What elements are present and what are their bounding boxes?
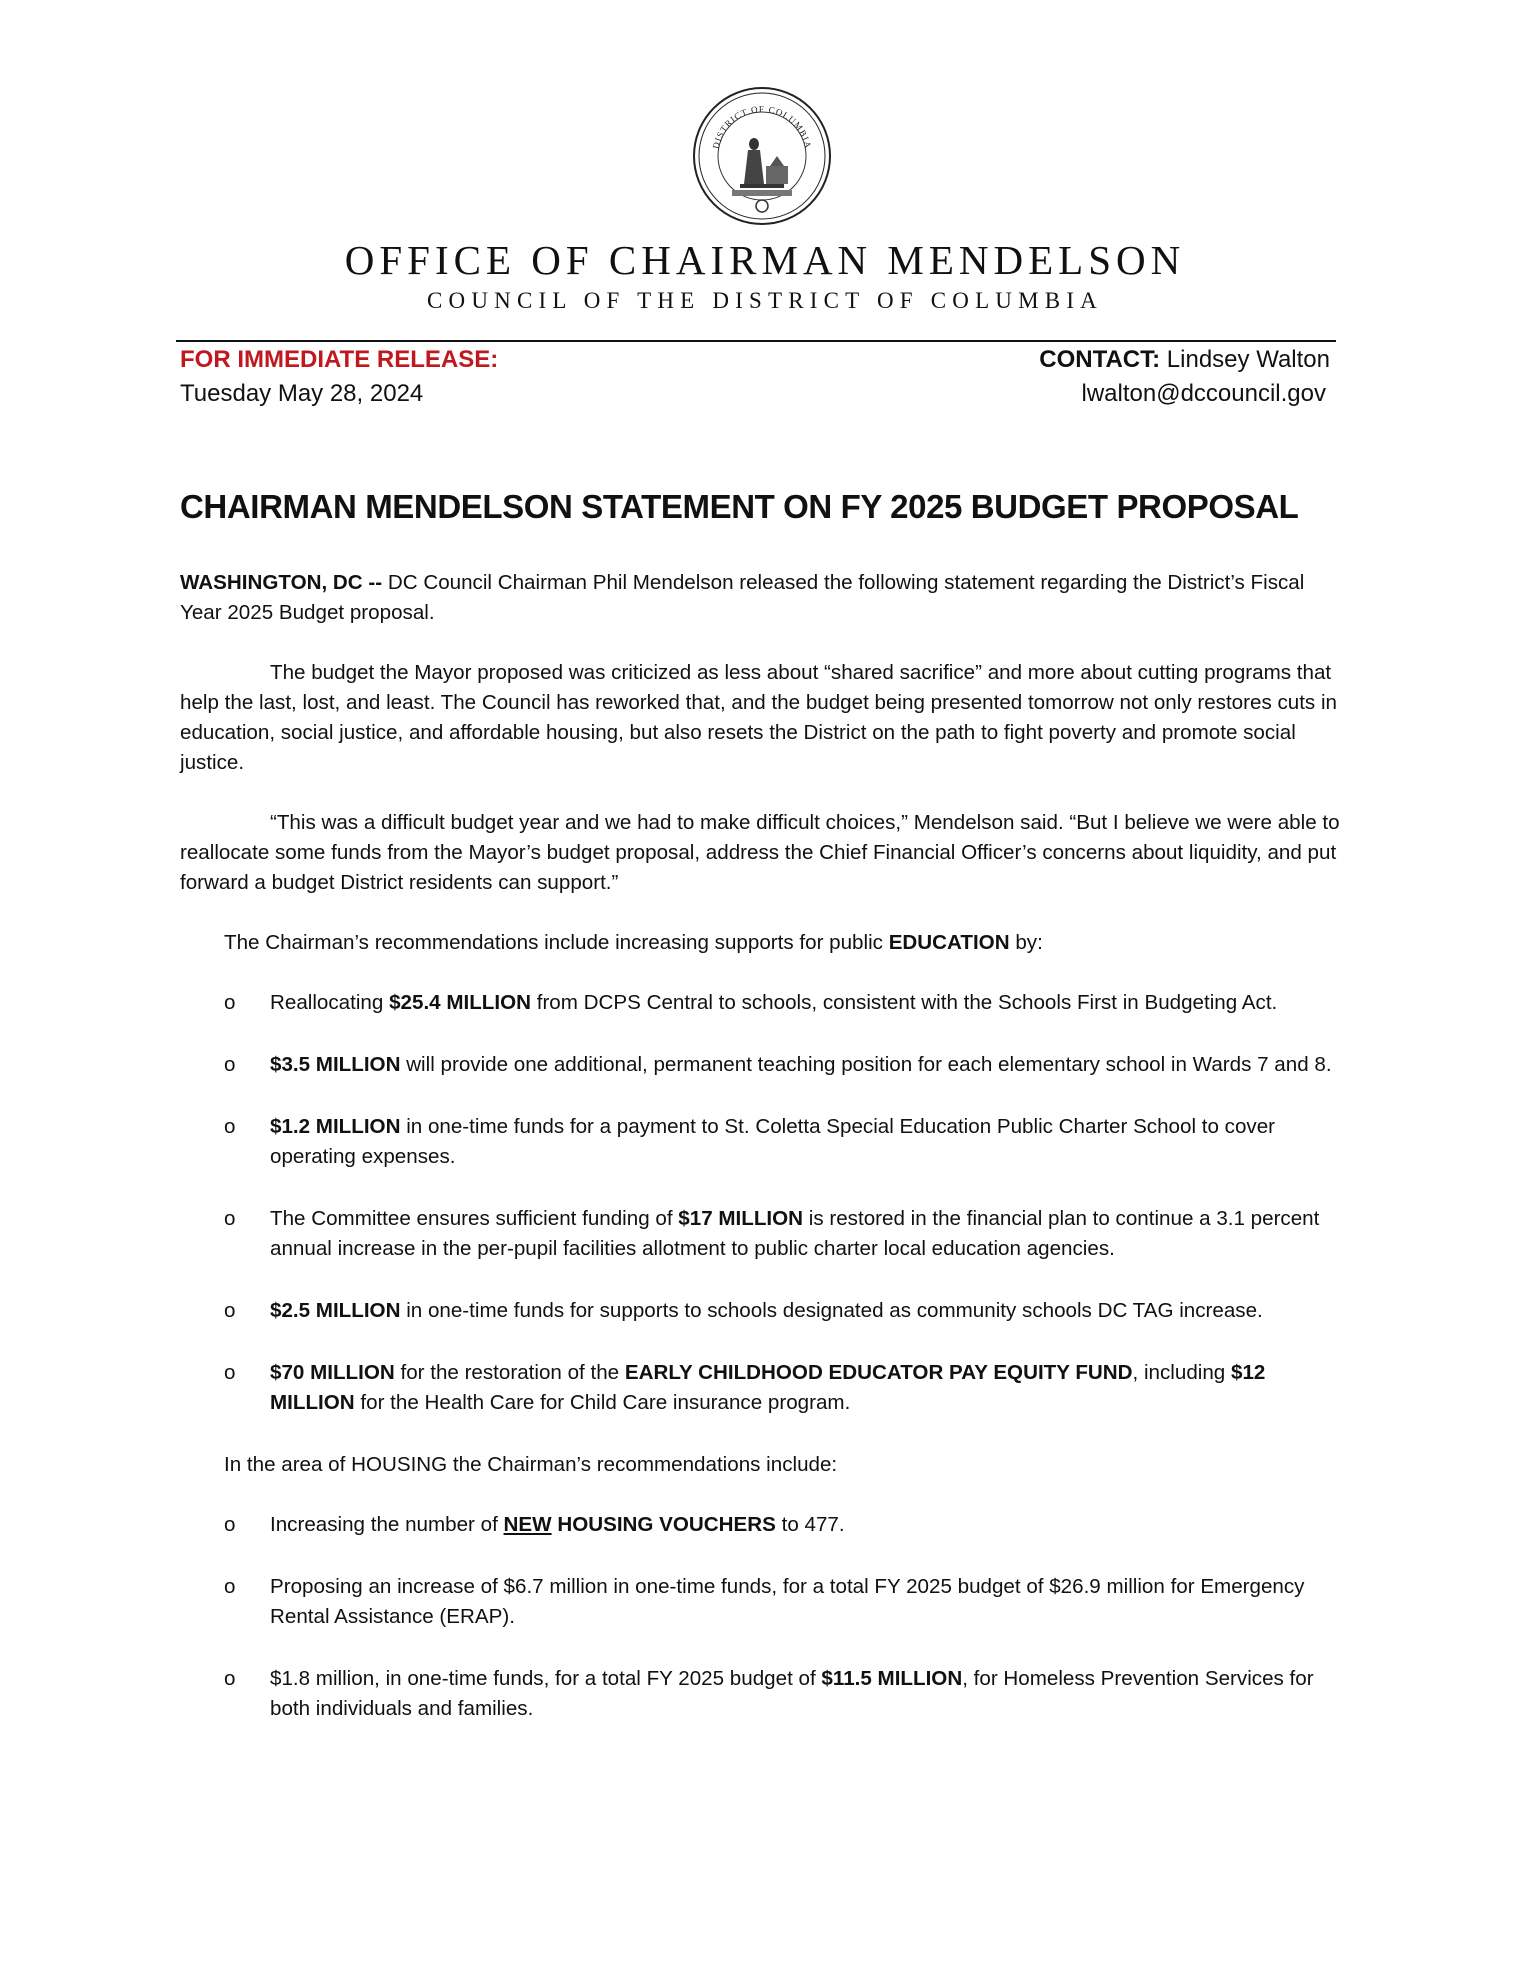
bullet-mark: o	[224, 1575, 236, 1598]
education-intro: The Chairman’s recommendations include increasing supports for public EDUCATION by:	[224, 931, 1043, 954]
lead-paragraph	[180, 568, 1346, 628]
office-title: OFFICE OF CHAIRMAN MENDELSON	[344, 237, 1186, 283]
list-item: o The Committee ensures sufficient funding of $17 MILLION is restored in the financial plan to continue a 3.1 percent annual increase in the per-pupil facilities allotment to public charter local education agencies.	[180, 1204, 1346, 1264]
bullet-mark: o	[224, 1513, 236, 1536]
seal-text: DISTRICT OF COLUMBIA	[710, 103, 814, 150]
dateline: WASHINGTON, DC --	[180, 571, 383, 594]
release-date: Tuesday May 28, 2024	[180, 380, 424, 407]
contact-email[interactable]: lwalton@dccouncil.gov	[1081, 380, 1326, 407]
press-release-body	[180, 568, 1346, 1756]
contact-label: CONTACT:	[1039, 346, 1161, 373]
list-item: o Proposing an increase of $6.7 million in one-time funds, for a total FY 2025 budget of $26.9 million for Emergency Rental Assistance (ERAP).	[180, 1572, 1346, 1632]
bullet-mark: o	[224, 991, 236, 1014]
bullet-mark: o	[224, 1207, 236, 1230]
list-item: o $70 MILLION for the restoration of the EARLY CHILDHOOD EDUCATOR PAY EQUITY FUND, including $12 MILLION for the Health Care for Child Care insurance program.	[180, 1358, 1346, 1418]
paragraph-1: The budget the Mayor proposed was criticized as less about “shared sacrifice” and more about cutting programs that help the last, lost, and least. The Council has reworked that, and the budget being presented tomorrow not only restores cuts in education, social justice, and affordable housing, but also resets the District on the path to fight poverty and promote social justice.	[180, 661, 1337, 774]
list-item: o Increasing the number of NEW HOUSING VOUCHERS to 477.	[180, 1510, 1346, 1540]
list-item: o Reallocating $25.4 MILLION from DCPS Central to schools, consistent with the Schools First in Budgeting Act.	[180, 988, 1346, 1018]
list-item: o $3.5 MILLION will provide one additional, permanent teaching position for each elementary school in Wards 7 and 8.	[180, 1050, 1346, 1080]
list-item: o $1.8 million, in one-time funds, for a total FY 2025 budget of $11.5 MILLION, for Homeless Prevention Services for both individuals and families.	[180, 1664, 1346, 1724]
headline: CHAIRMAN MENDELSON STATEMENT ON FY 2025 BUDGET PROPOSAL	[180, 488, 1299, 525]
lead-text: DC Council Chairman Phil Mendelson released the following statement regarding the District’s Fiscal Year 2025 Budget proposal.	[180, 571, 1305, 624]
bullet-mark: o	[224, 1667, 236, 1690]
bullet-mark: o	[224, 1115, 236, 1138]
paragraph-2: “This was a difficult budget year and we had to make difficult choices,” Mendelson said. “But I believe we were able to reallocate some funds from the Mayor’s budget proposal, address the Chief Financial Officer’s concerns about liquidity, and put forward a budget District residents can support.”	[180, 811, 1340, 894]
bullet-mark: o	[224, 1053, 236, 1076]
list-item: o $2.5 MILLION in one-time funds for supports to schools designated as community schools DC TAG increase.	[180, 1296, 1346, 1326]
contact-line	[1039, 346, 1330, 374]
office-subtitle: COUNCIL OF THE DISTRICT OF COLUMBIA	[427, 288, 1103, 313]
housing-intro: In the area of HOUSING the Chairman’s recommendations include:	[224, 1453, 838, 1476]
bullet-mark: o	[224, 1299, 236, 1322]
list-item: o $1.2 MILLION in one-time funds for a payment to St. Coletta Special Education Public Charter School to cover operating expenses.	[180, 1112, 1346, 1172]
dc-council-seal-icon	[692, 86, 832, 226]
header-divider	[176, 340, 1336, 342]
contact-name: Lindsey Walton	[1166, 346, 1330, 373]
release-label: FOR IMMEDIATE RELEASE:	[180, 346, 499, 373]
bullet-mark: o	[224, 1361, 236, 1384]
